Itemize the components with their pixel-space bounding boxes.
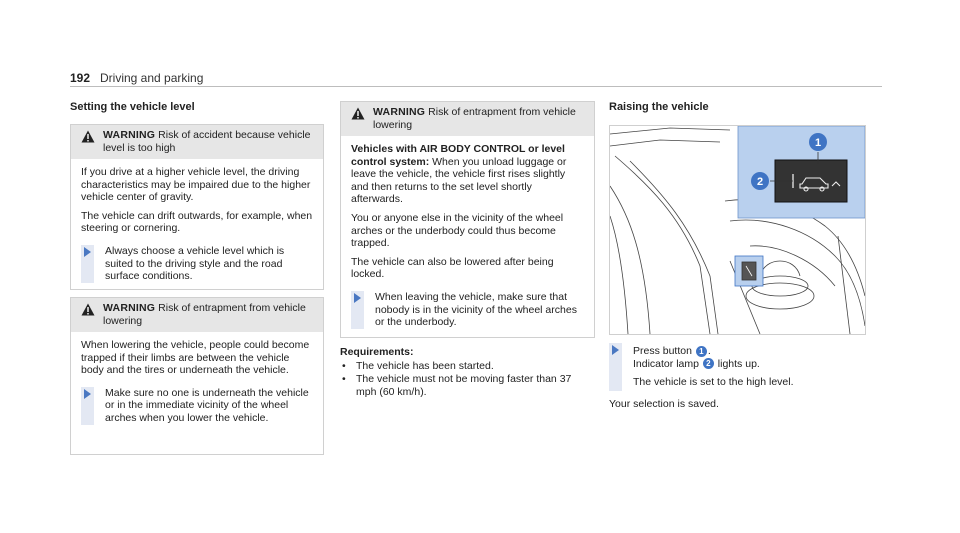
requirements-list [340,360,594,399]
warning-title: Risk of entrapment from vehicle lowering [103,302,306,327]
warning-box-entrapment [70,297,324,455]
step-arrow-icon [84,389,91,399]
saved-note: Your selection is saved. [609,398,719,410]
warning-keyword: WARNING [373,106,426,118]
warning-text: If you drive at a higher vehicle level, the driving characteristics may be impaired due to the higher vehicle center of gravity. [81,166,311,204]
warning-body [341,136,594,339]
warning-text: When lowering the vehicle, people could become trapped if their limbs are between the vehicle body and the tires or underneath the vehicle. [81,339,310,377]
requirements [340,346,594,399]
warning-title: Risk of accident because vehicle level is too high [103,129,311,154]
callout-1-badge: 1 [696,346,707,357]
instruction-step: Press button 1 . Indicator lamp 2 lights up. The vehicle is set to the high level. [609,343,864,391]
step-arrow-icon [354,293,361,303]
warning-text: The vehicle can drift outwards, for example, when steering or cornering. [81,209,313,235]
step-text: Always choose a vehicle level which is suited to the driving style and the road surface conditions. [105,244,285,283]
page-header [70,68,882,87]
section-title: Driving and parking [100,71,204,85]
warning-text: The vehicle can also be lowered after being locked. [351,255,554,281]
warning-header [71,298,323,332]
list-item: • The vehicle has been started. [340,360,594,373]
step-arrow-icon [612,345,619,355]
requirements-title: Requirements: [340,346,414,358]
warning-keyword: WARNING [103,302,156,314]
instruction-step [351,291,584,329]
step-text: Make sure no one is underneath the vehicle or in the immediate vicinity of the wheel arches when you lower the vehicle. [105,386,309,424]
step-text: When leaving the vehicle, make sure that nobody is in the vicinity of the wheel arches or the underbody. [375,290,577,329]
warning-box-air-body-control [340,101,595,338]
warning-box-accident [70,124,324,290]
warning-keyword: WARNING [103,129,156,141]
warning-text: You or anyone else in the vicinity of the wheel arches or the underbody could thus become trapped. [351,211,564,250]
illustration-center-console [609,125,866,335]
section-heading-raising: Raising the vehicle [609,101,709,113]
warning-triangle-icon [81,130,95,143]
warning-triangle-icon [81,303,95,316]
warning-body [71,332,323,435]
step-arrow-icon [84,247,91,257]
callout-2-badge: 2 [703,358,714,369]
warning-header [71,125,323,159]
center-console-drawing [610,126,865,334]
instruction-step [81,387,313,425]
warning-header [341,102,594,136]
instruction-step [81,245,313,283]
callout-1-label: 1 [814,137,822,149]
page-number: 192 [70,71,91,85]
raise-steps [609,343,864,393]
warning-triangle-icon [351,107,365,120]
section-heading-vehicle-level: Setting the vehicle level [70,101,195,113]
warning-body [71,159,323,293]
callout-2-label: 2 [756,176,764,188]
step-result: The vehicle is set to the high level. [633,376,794,389]
warning-text: Vehicles with AIR BODY CONTROL or level control system: When you unload luggage or leave the vehicle, the vehicle first rises slightly and then returns to the set level shortly afterwards. [351,143,567,206]
warning-title: Risk of entrapment from vehicle lowering [373,106,576,131]
list-item: • The vehicle must not be moving faster than 37 mph (60 km/h). [340,373,594,398]
warning-subhead: Vehicles with AIR BODY CONTROL or level control system: [351,143,565,168]
